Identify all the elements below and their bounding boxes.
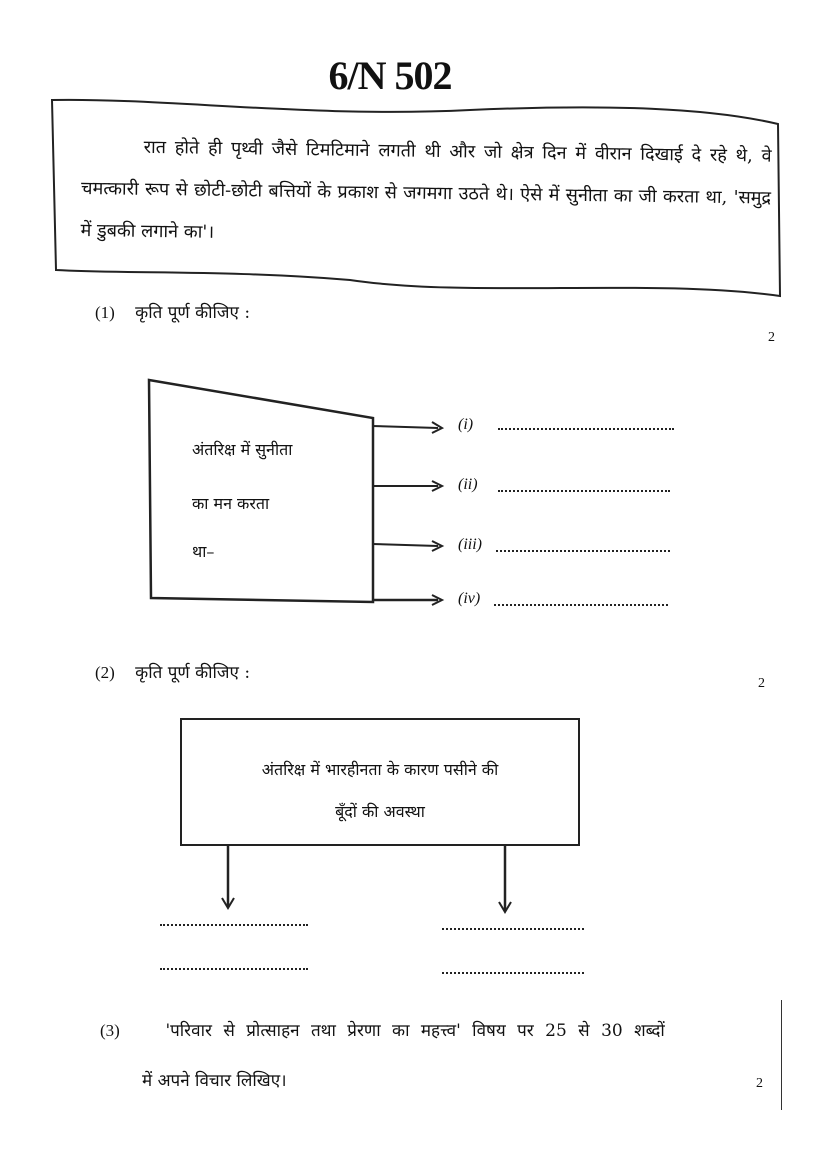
arrow-down-icon xyxy=(219,846,239,912)
branch-label: (iv) xyxy=(458,590,481,607)
box-line: अंतरिक्ष में सुनीता xyxy=(192,440,293,459)
branch-label: (i) xyxy=(458,416,474,433)
concept-box-1 xyxy=(145,376,375,606)
question-2-heading xyxy=(95,660,250,683)
box-line: बूँदों की अवस्था xyxy=(335,802,425,821)
marks: 2 xyxy=(756,1076,763,1091)
marks: 2 xyxy=(768,330,775,345)
paper-code: 6/N 502 xyxy=(328,53,452,98)
arrow-right-icon xyxy=(372,538,452,558)
branch-iv xyxy=(372,592,692,612)
answer-blank[interactable] xyxy=(160,924,308,926)
passage-box xyxy=(50,98,782,292)
marks: 2 xyxy=(758,676,765,691)
question-number: (2) xyxy=(95,663,115,682)
arrow-right-icon xyxy=(372,592,452,612)
box-line: था– xyxy=(192,542,215,561)
question-instruction: कृति पूर्ण कीजिए : xyxy=(135,663,251,683)
arrow-right-icon xyxy=(372,418,452,438)
question-number: (1) xyxy=(95,303,115,322)
answer-blank[interactable] xyxy=(494,604,668,606)
branch-i xyxy=(372,418,692,438)
box-line: अंतरिक्ष में भारहीनता के कारण पसीने की xyxy=(261,760,499,779)
answer-blank[interactable] xyxy=(442,972,584,974)
answer-blank[interactable] xyxy=(498,428,674,430)
branch-iii xyxy=(372,538,692,558)
passage-text: रात होते ही पृथ्वी जैसे टिमटिमाने लगती थी और जो क्षेत्र दिन में वीरान दिखाई दे रहे थे, वे चमत्कारी रूप से छोटी-छोटी बत्तियों के प्रकाश से जगमगा उठते थे। ऐसे में सुनीता का जी करता था, 'समुद्र में डुबकी लगाने का'। xyxy=(80,136,772,243)
box-line: का मन करता xyxy=(192,494,270,513)
answer-blank[interactable] xyxy=(498,490,670,492)
concept-box-2 xyxy=(180,718,580,846)
answer-blank[interactable] xyxy=(160,968,308,970)
branch-label: (iii) xyxy=(458,536,482,553)
question-number: (3) xyxy=(100,1021,120,1040)
branch-ii xyxy=(372,478,692,498)
arrow-right-icon xyxy=(372,478,452,498)
question-instruction: कृति पूर्ण कीजिए : xyxy=(135,303,251,323)
arrow-down-icon xyxy=(496,846,516,916)
branch-label: (ii) xyxy=(458,476,478,493)
question-text-line-2: में अपने विचार लिखिए। xyxy=(142,1071,287,1091)
margin-line xyxy=(781,1000,782,1110)
question-text-line-1: 'परिवार से प्रोत्साहन तथा प्रेरणा का महत्त्व' विषय पर 25 से 30 शब्दों xyxy=(165,1021,665,1041)
answer-blank[interactable] xyxy=(442,928,584,930)
answer-blank[interactable] xyxy=(496,550,670,552)
question-1-heading xyxy=(95,300,250,323)
